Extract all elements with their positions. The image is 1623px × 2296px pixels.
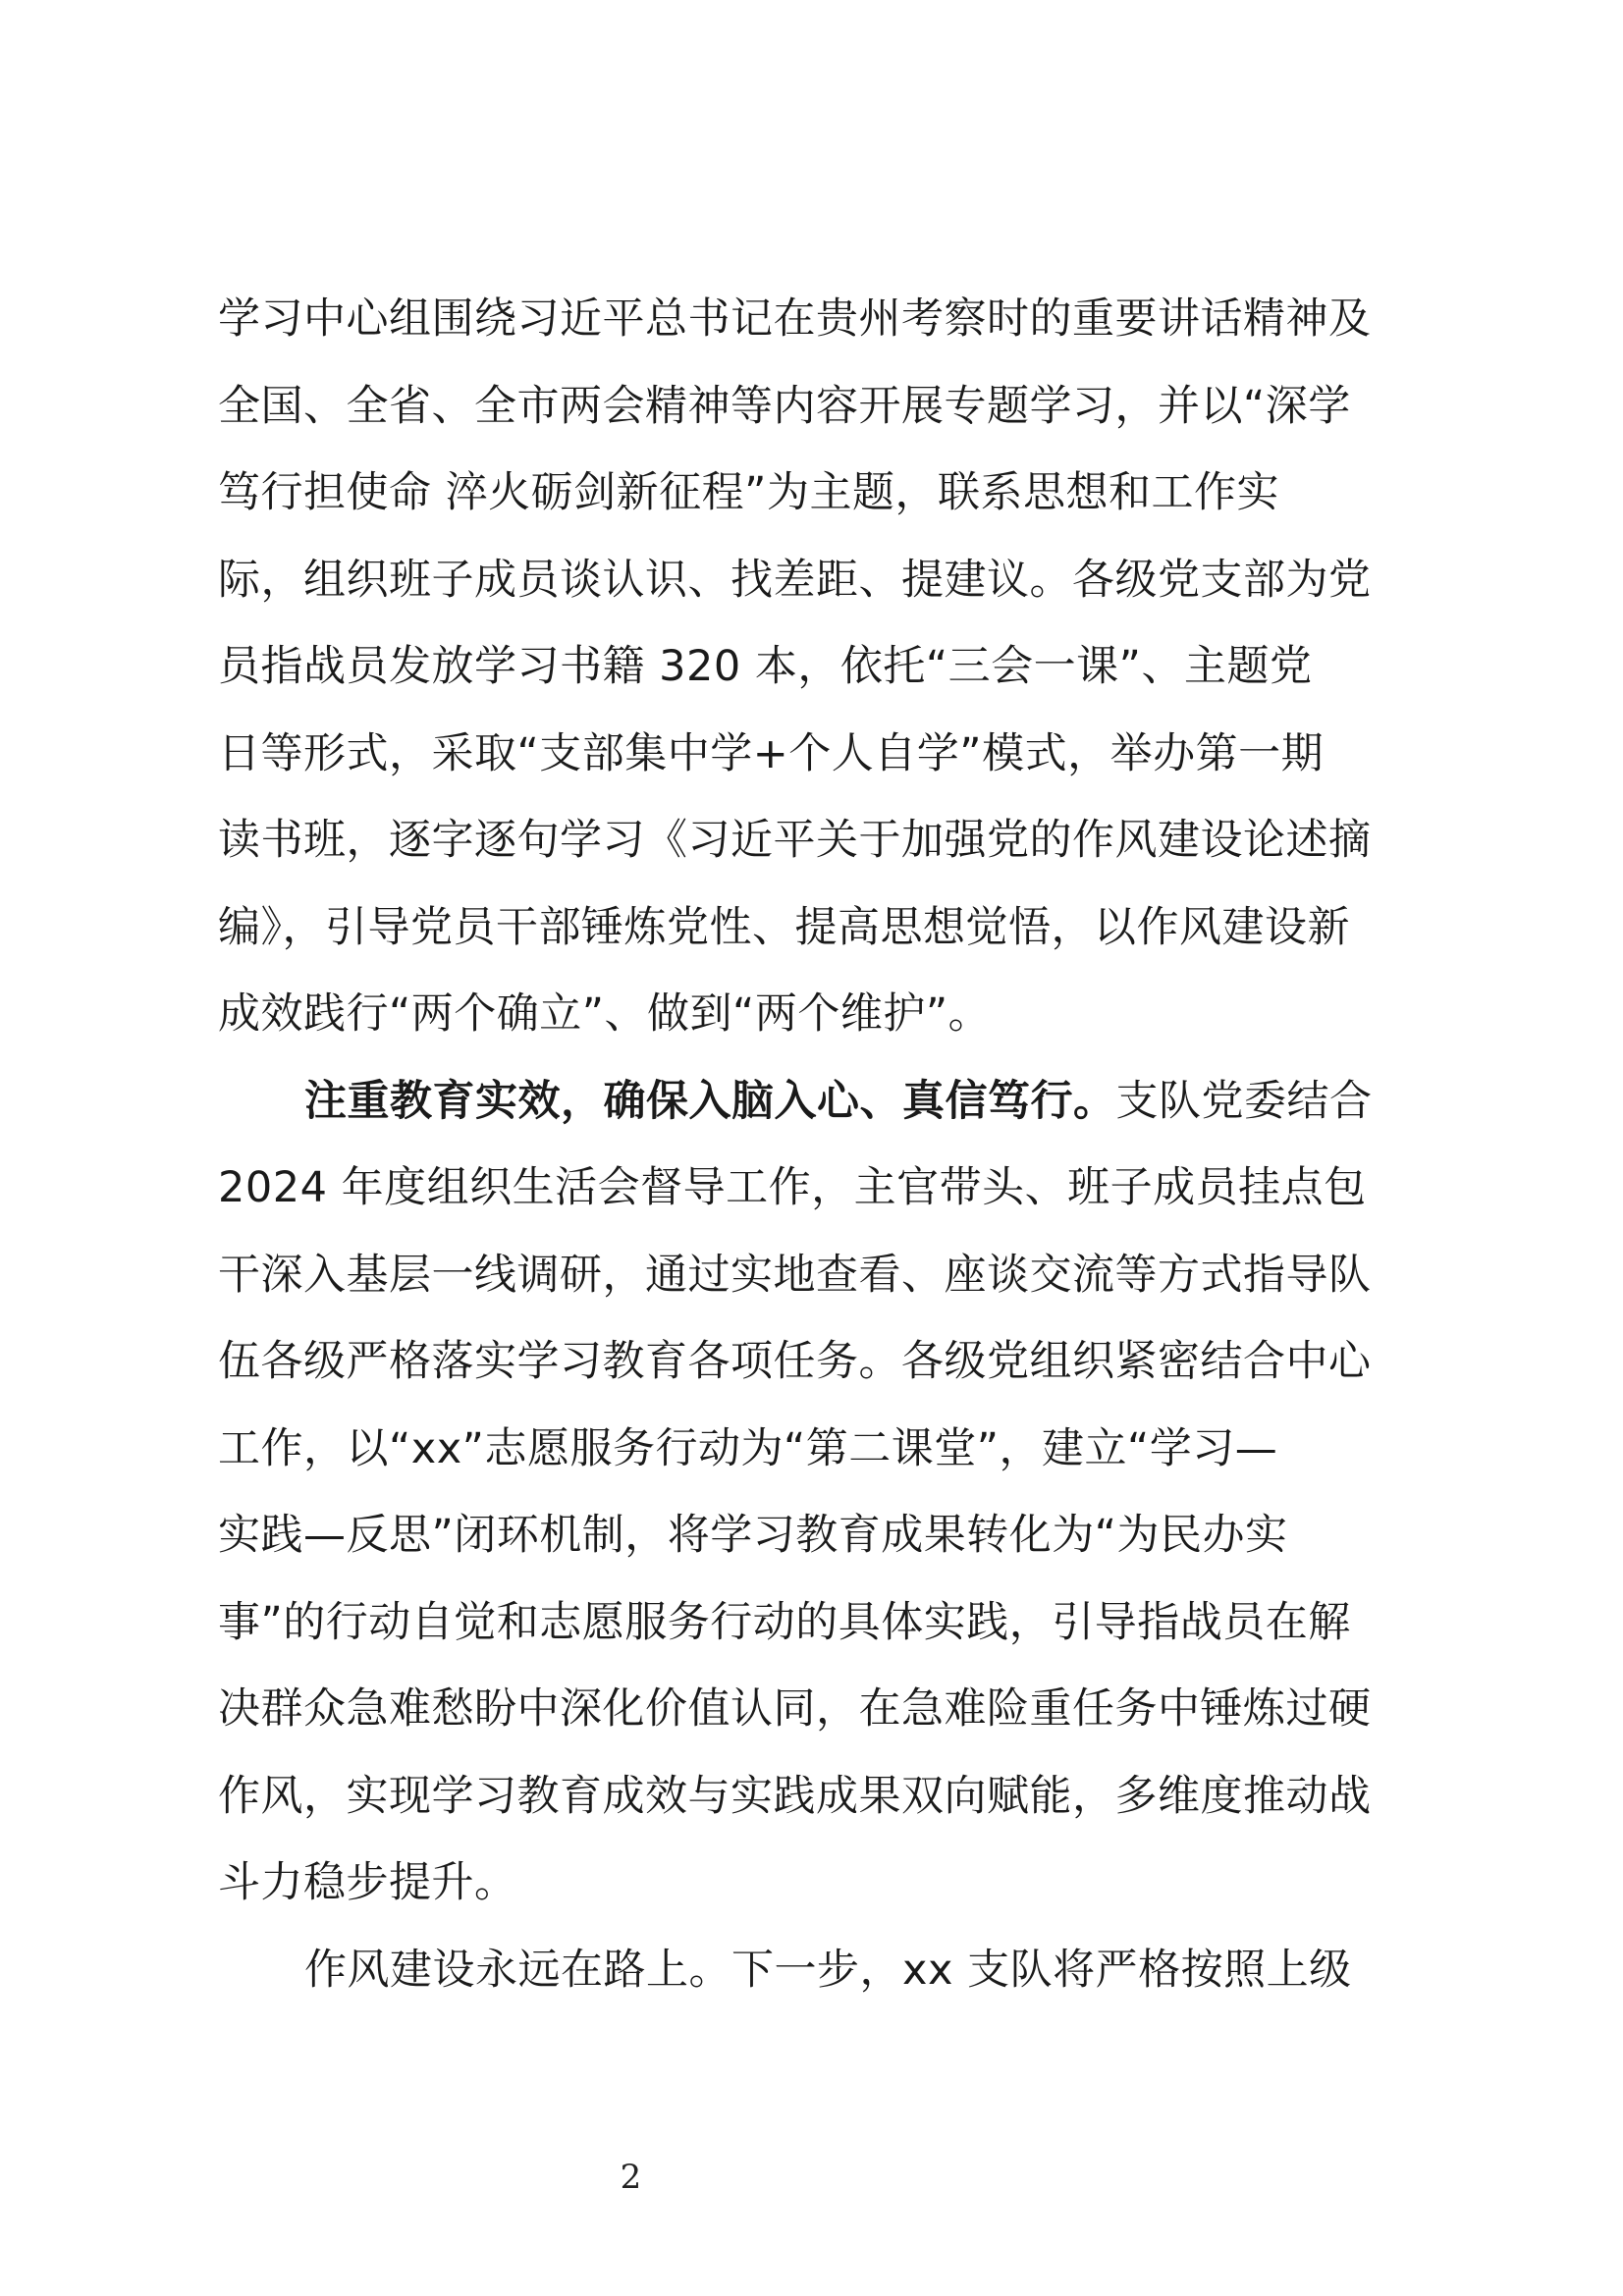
text-line: 成效践行“两个确立”、做到“两个维护”。 bbox=[218, 989, 992, 1039]
text-line: 干深入基层一线调研，通过实地查看、座谈交流等方式指导队 bbox=[218, 1250, 1372, 1300]
text-line: 全国、全省、全市两会精神等内容开展专题学习，并以“深学 bbox=[218, 381, 1351, 431]
text-line: 笃行担使命 淬火砺剑新征程”为主题，联系思想和工作实 bbox=[218, 468, 1279, 517]
text-line: 学习中心组围绕习近平总书记在贵州考察时的重要讲话精神及 bbox=[218, 294, 1372, 344]
text-line: 事”的行动自觉和志愿服务行动的具体实践，引导指战员在解 bbox=[218, 1597, 1351, 1647]
text-line: 实践—反思”闭环机制，将学习教育成果转化为“为民办实 bbox=[218, 1511, 1288, 1560]
text-line: 工作，以“xx”志愿服务行动为“第二课堂”，建立“学习— bbox=[218, 1423, 1278, 1473]
text-line: 2024 年度组织生活会督导工作，主官带头、班子成员挂点包 bbox=[218, 1163, 1367, 1212]
paragraph-heading: 注重教育实效，确保入脑入心、真信笃行。 bbox=[304, 1076, 1116, 1126]
paragraph-first-line bbox=[218, 1058, 1408, 1146]
paragraph-heading-rest: 支队党委结合 bbox=[1115, 1076, 1373, 1126]
page-number: 2 bbox=[620, 2158, 642, 2197]
text-line: 员指战员发放学习书籍 320 本，依托“三会一课”、主题党 bbox=[218, 642, 1313, 691]
text-line: 际，组织班子成员谈认识、找差距、提建议。各级党支部为党 bbox=[218, 555, 1372, 605]
text-line: 日等形式，采取“支部集中学+个人自学”模式，举办第一期 bbox=[218, 728, 1325, 778]
text-line: 读书班，逐字逐句学习《习近平关于加强党的作风建设论述摘 bbox=[218, 816, 1372, 865]
text-line: 编》，引导党员干部锤炼党性、提高思想觉悟，以作风建设新 bbox=[218, 902, 1350, 952]
text-line: 作风，实现学习教育成效与实践成果双向赋能，多维度推动战 bbox=[218, 1771, 1372, 1821]
document-body bbox=[218, 276, 1408, 2013]
text-line: 伍各级严格落实学习教育各项任务。各级党组织紧密结合中心 bbox=[218, 1337, 1372, 1386]
paragraph-first-line: 作风建设永远在路上。下一步，xx 支队将严格按照上级 bbox=[304, 1945, 1352, 1995]
text-line: 斗力稳步提升。 bbox=[218, 1858, 517, 1907]
text-line: 决群众急难愁盼中深化价值认同，在急难险重任务中锤炼过硬 bbox=[218, 1684, 1372, 1734]
